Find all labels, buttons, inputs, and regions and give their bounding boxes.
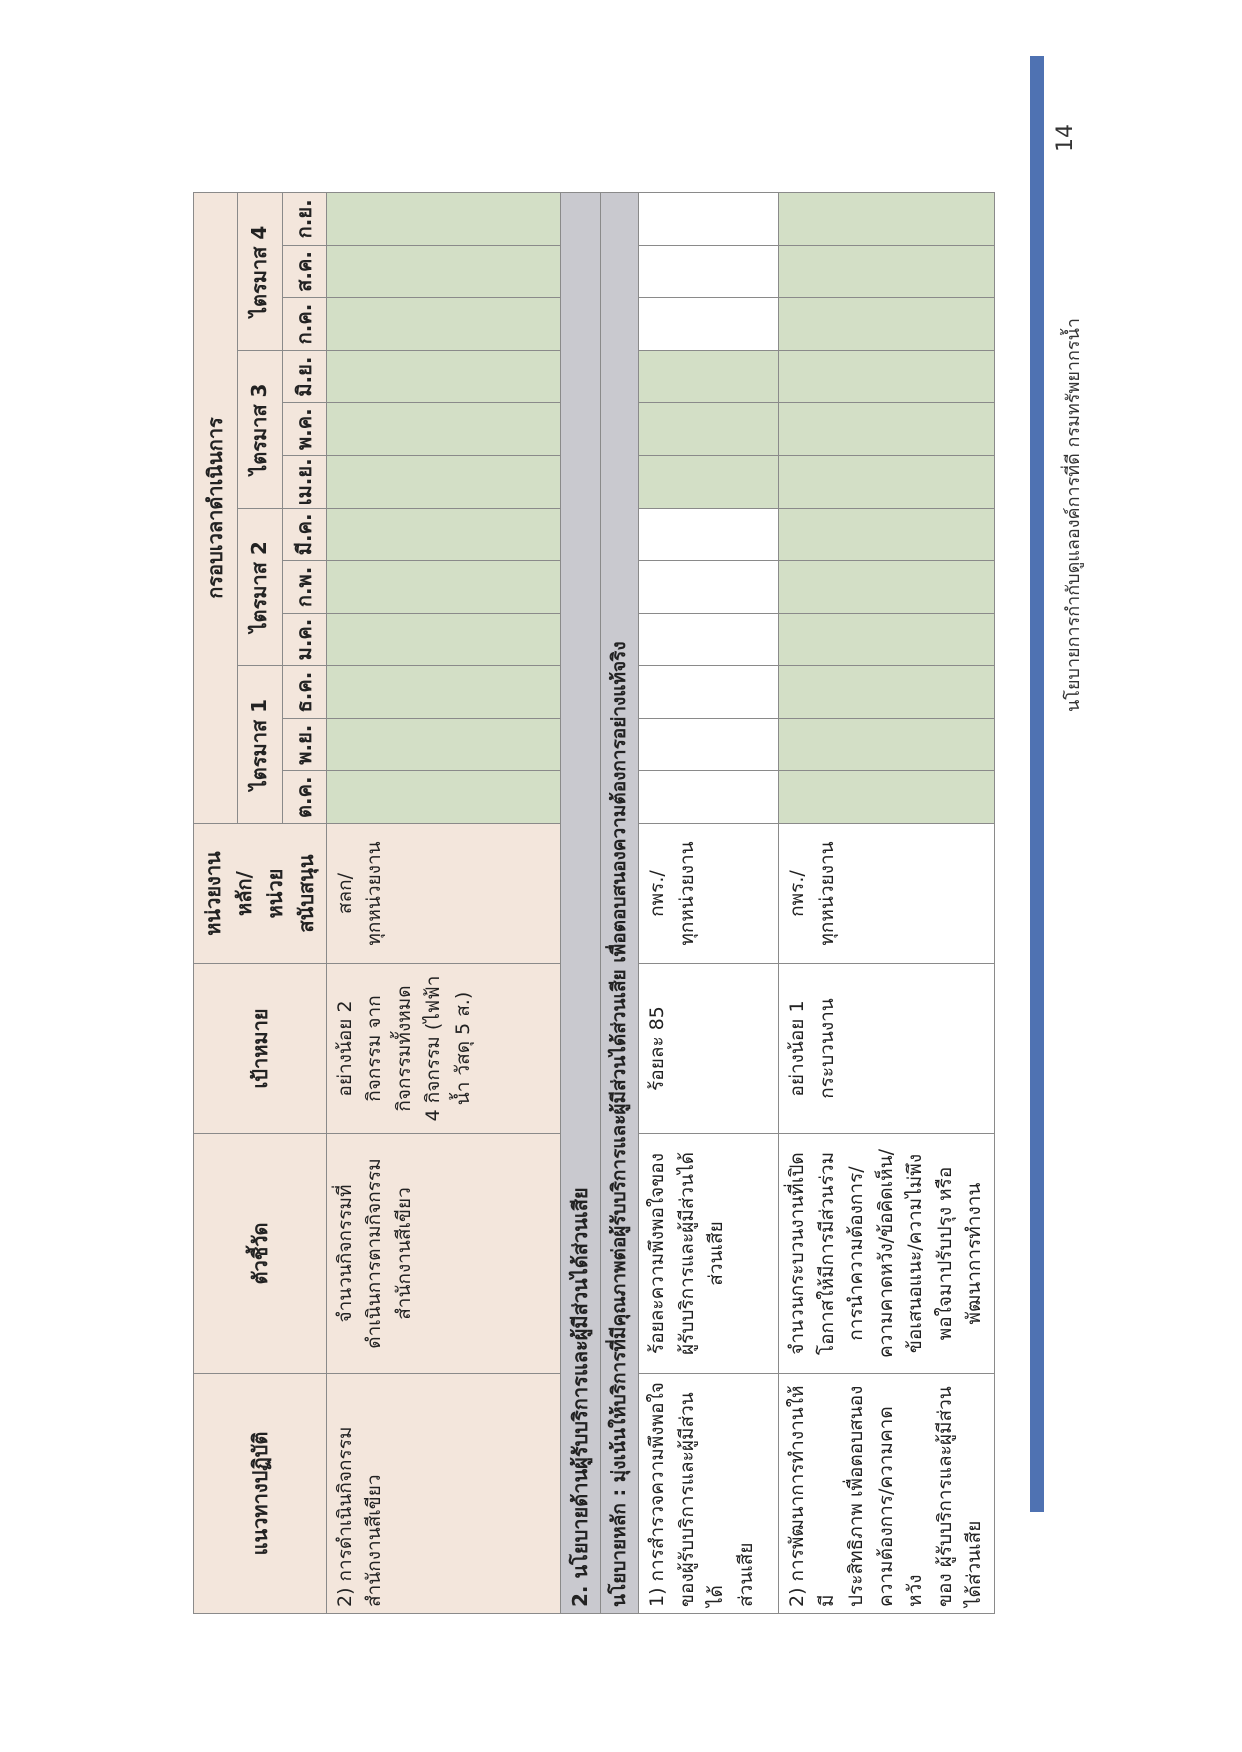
text-line: ทุกหน่วยงาน xyxy=(815,841,838,946)
header-approach: แนวทางปฏิบัติ xyxy=(194,1374,327,1614)
text-line: ร้อยละความพึงพอใจของ xyxy=(646,1153,669,1354)
header-month: ก.พ. xyxy=(282,561,326,614)
timeline-cell xyxy=(639,298,779,351)
timeline-cell xyxy=(327,561,561,614)
text-line: ได้ส่วนเสีย xyxy=(963,1520,986,1607)
text-line: ส่วนเสีย xyxy=(734,1542,757,1607)
text-line: 2) การดำเนินกิจกรรม xyxy=(334,1426,356,1607)
cell-target xyxy=(779,964,994,1134)
timeline-cell xyxy=(639,455,779,508)
text-line: โอกาสให้มีการมีส่วนร่วม xyxy=(815,1151,838,1356)
header-month: ก.ค. xyxy=(282,298,326,351)
timeline-cell xyxy=(327,666,561,719)
text-line: ความต้องการ/ความคาดหวัง xyxy=(874,1406,927,1607)
cell-indicator xyxy=(779,1134,994,1374)
text-line: ทุกหน่วยงาน xyxy=(675,841,698,946)
text-line: 2) การพัฒนาการทำงานให้มี xyxy=(786,1385,838,1607)
timeline-cell xyxy=(639,718,779,771)
text-line: ส่วนเสีย xyxy=(705,1221,728,1286)
timeline-cell xyxy=(639,403,779,456)
page-number: 14 xyxy=(1053,124,1078,152)
header-quarter-3: ไตรมาส 3 xyxy=(238,350,282,508)
timeline-cell xyxy=(639,508,779,561)
section-2-title-row xyxy=(561,193,601,1614)
header-month: ต.ค. xyxy=(282,771,326,824)
timeline-cell xyxy=(327,245,561,298)
timeline-cell xyxy=(639,193,779,246)
timeline-cell xyxy=(639,350,779,403)
text-line: ดำเนินการตามกิจกรรม xyxy=(363,1158,386,1349)
timeline-cell xyxy=(639,613,779,666)
text-line: จำนวนกระบวนงานที่เปิด xyxy=(786,1152,809,1355)
section-2-title: 2. นโยบายด้านผู้รับบริการและผู้มีส่วนได้ส่วนเสีย xyxy=(561,193,601,1614)
text-line: สำนักงานสีเขียว xyxy=(363,1474,386,1607)
text-line: การนำความต้องการ/ xyxy=(845,1166,868,1341)
header-target: เป้าหมาย xyxy=(194,964,327,1134)
footer-bar xyxy=(1030,56,1044,1512)
text-line: พอใจมาปรับปรุง หรือ xyxy=(933,1166,956,1341)
text-line: พัฒนาการทำงาน xyxy=(963,1182,986,1325)
timeline-cell xyxy=(779,298,994,351)
text-line: สลก/ xyxy=(334,872,356,915)
timeline-cell xyxy=(779,245,994,298)
table-row-survey xyxy=(639,193,779,1614)
timeline-cell xyxy=(779,771,994,824)
header-unit xyxy=(194,824,327,964)
header-unit-line2: หน่วยสนับสนุน xyxy=(263,854,318,933)
text-line: อย่างน้อย 2 xyxy=(334,1000,356,1097)
text-line: ทุกหน่วยงาน xyxy=(363,841,386,946)
text-line: น้ำ วัสดุ 5 ส.) xyxy=(451,991,474,1106)
header-month: เม.ย. xyxy=(282,455,326,508)
timeline-cell xyxy=(327,350,561,403)
header-quarter-4: ไตรมาส 4 xyxy=(238,193,282,351)
timeline-cell xyxy=(639,245,779,298)
timeline-cell xyxy=(779,666,994,719)
cell-target xyxy=(327,964,561,1134)
cell-indicator xyxy=(639,1134,779,1374)
timeline-cell xyxy=(639,666,779,719)
footer-text: นโยบายการกำกับดูแลองค์การที่ดี กรมทรัพยากรน้ำ xyxy=(1063,318,1084,712)
cell-unit xyxy=(779,824,994,964)
text-line: 1) การสำรวจความพึงพอใจ xyxy=(646,1382,669,1607)
text-line: ความคาดหวัง/ข้อคิดเห็น/ xyxy=(874,1148,897,1359)
timeline-cell xyxy=(327,718,561,771)
cell-approach xyxy=(327,1374,561,1614)
cell-unit xyxy=(327,824,561,964)
plan-table xyxy=(193,192,995,1614)
timeline-cell xyxy=(779,508,994,561)
header-indicator: ตัวชี้วัด xyxy=(194,1134,327,1374)
cell-target: ร้อยละ 85 xyxy=(639,964,779,1134)
timeline-cell xyxy=(779,403,994,456)
table-header-row-1 xyxy=(194,193,238,1614)
timeline-cell xyxy=(327,298,561,351)
cell-approach xyxy=(639,1374,779,1614)
timeline-cell xyxy=(327,613,561,666)
header-month: มี.ค. xyxy=(282,508,326,561)
timeline-cell xyxy=(639,771,779,824)
table-row-green-office xyxy=(327,193,561,1614)
header-quarter-2: ไตรมาส 2 xyxy=(238,508,282,666)
text-line: กพร./ xyxy=(646,870,669,917)
timeline-cell xyxy=(779,613,994,666)
header-month: พ.ค. xyxy=(282,403,326,456)
cell-approach xyxy=(779,1374,994,1614)
timeline-cell xyxy=(779,455,994,508)
text-line: 4 กิจกรรม (ไฟฟ้า xyxy=(422,975,445,1122)
section-2-policy-row xyxy=(601,193,639,1614)
text-line: สำนักงานสีเขียว xyxy=(392,1187,415,1320)
header-month: มิ.ย. xyxy=(282,350,326,403)
header-unit-line1: หน่วยงานหลัก/ xyxy=(201,851,256,936)
header-month: ธ.ค. xyxy=(282,666,326,719)
text-line: ของผู้รับบริการและผู้มีส่วนได้ xyxy=(675,1392,728,1607)
timeline-cell xyxy=(779,350,994,403)
text-line: ข้อเสนอแนะ/ความไม่พึง xyxy=(904,1153,927,1354)
timeline-cell xyxy=(327,403,561,456)
cell-indicator xyxy=(327,1134,561,1374)
timeline-cell xyxy=(779,718,994,771)
text-line: จำนวนกิจกรรมที่ xyxy=(334,1184,356,1323)
text-line: อย่างน้อย 1 xyxy=(786,1000,809,1097)
timeline-cell xyxy=(327,771,561,824)
timeline-cell xyxy=(639,561,779,614)
text-line: กระบวนงาน xyxy=(815,998,838,1099)
text-line: ประสิทธิภาพ เพื่อตอบสนอง xyxy=(845,1385,868,1607)
timeline-cell xyxy=(779,193,994,246)
text-line: ของ ผู้รับบริการและผู้มีส่วน xyxy=(933,1386,956,1607)
text-line: กิจกรรม จาก xyxy=(363,995,386,1102)
timeline-cell xyxy=(327,193,561,246)
text-line: กิจกรรมทั้งหมด xyxy=(392,985,415,1112)
table-row-develop xyxy=(779,193,994,1614)
text-line: ผู้รับบริการและผู้มีส่วนได้ xyxy=(675,1152,698,1355)
timeline-cell xyxy=(327,508,561,561)
text-line: กพร./ xyxy=(786,870,809,917)
header-month: ม.ค. xyxy=(282,613,326,666)
header-month: ส.ค. xyxy=(282,245,326,298)
section-2-policy: นโยบายหลัก : มุ่งเน้นให้บริการที่มีคุณภาพต่อผู้รับบริการและผู้มีส่วนได้ส่วนเสีย เพื่อตอบสนองความต้องการอย่างแท้จริง xyxy=(601,193,639,1614)
header-quarter-1: ไตรมาส 1 xyxy=(238,666,282,824)
header-timeframe: กรอบเวลาดำเนินการ xyxy=(194,193,238,824)
header-month: พ.ย. xyxy=(282,718,326,771)
timeline-cell xyxy=(779,561,994,614)
header-month: ก.ย. xyxy=(282,193,326,246)
cell-unit xyxy=(639,824,779,964)
timeline-cell xyxy=(327,455,561,508)
